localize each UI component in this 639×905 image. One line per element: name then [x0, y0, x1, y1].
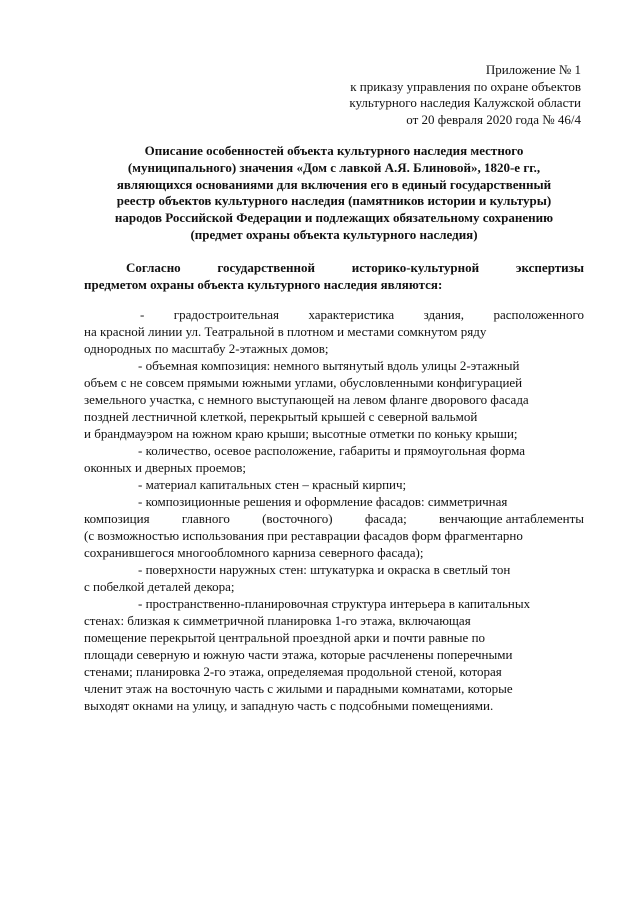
attachment-block — [251, 62, 581, 128]
title-line: являющихся основаниями для включения его в единый государственный — [116, 176, 552, 192]
feature-5-line-3: (с возможностью использования при реставрации фасадов форм фрагментарно — [84, 528, 523, 543]
feature-1-line-2: на красной линии ул. Театральной в плотном и местами сомкнутом ряду — [84, 324, 487, 339]
title-line: Описание особенностей объекта культурного наследия местного — [144, 143, 524, 158]
title-line: реестр объектов культурного наследия (памятников истории и культуры) — [116, 193, 552, 209]
feature-7-line-2: стенах: близкая к симметричной планировка 1-го этажа, включающая — [84, 613, 471, 628]
feature-3-line-1: - количество, осевое расположение, габариты и прямоугольная форма — [138, 443, 525, 458]
intro-line-2: предметом охраны объекта культурного наследия являются: — [84, 277, 443, 292]
feature-7-line-7: выходят окнами на улицу, и западную часть с подсобными помещениями. — [84, 698, 494, 713]
feature-7-line-3: помещение перекрытой центральной проездной арки и почти равные по — [84, 630, 486, 645]
feature-7-line-4: площади северную и южную части этажа, которые расчленены поперечными — [84, 647, 513, 662]
feature-2-line-5: и брандмауэром на южном краю крыши; высотные отметки по коньку крыши; — [84, 426, 518, 441]
feature-1-line-3: однородных по масштабу 2-этажных домов; — [84, 341, 329, 356]
feature-2-line-3: земельного участка, с немного выступающей на левом фланге дворового фасада — [84, 392, 529, 407]
attachment-line-1: Приложение № 1 — [485, 62, 581, 77]
title-line: (предмет охраны объекта культурного наследия) — [190, 226, 478, 242]
document-title — [84, 143, 584, 244]
feature-6-line-2: с побелкой деталей декора; — [84, 579, 235, 594]
feature-6-line-1: - поверхности наружных стен: штукатурка и окраска в светлый тон — [138, 562, 511, 577]
feature-5-line-4: сохранившегося многообломного карниза северного фасада); — [84, 545, 424, 560]
title-line: народов Российской Федерации и подлежащих обязательному сохранению — [114, 210, 554, 226]
intro-line-1: Согласно государственной историко-культурной экспертизы — [126, 260, 584, 275]
feature-4-line-1: - материал капитальных стен – красный кирпич; — [138, 477, 407, 492]
feature-7-line-1: - пространственно-планировочная структура интерьера в капитальных — [138, 596, 531, 611]
features-list — [84, 306, 584, 714]
feature-7-line-6: членит этаж на восточную часть с жилыми и парадными комнатами, которые — [84, 681, 513, 696]
attachment-line-4: от 20 февраля 2020 года № 46/4 — [406, 111, 581, 127]
feature-5-line-2: композиция главного (восточного) фасада; венчающие антаблементы — [84, 511, 584, 526]
feature-2-line-4: поздней лестничной клеткой, перекрытый крышей с северной вальмой — [84, 409, 478, 424]
feature-5-line-1: - композиционные решения и оформление фасадов: симметричная — [138, 494, 508, 509]
intro-paragraph — [84, 259, 584, 293]
attachment-line-3: культурного наследия Калужской области — [349, 95, 581, 110]
feature-3-line-2: оконных и дверных проемов; — [84, 460, 247, 475]
feature-1-line-1: - градостроительная характеристика здания, расположенного — [140, 307, 584, 322]
title-line: (муниципального) значения «Дом с лавкой А.Я. Блиновой», 1820-е гг., — [127, 159, 541, 175]
feature-2-line-1: - объемная композиция: немного вытянутый вдоль улицы 2-этажный — [138, 358, 520, 373]
attachment-line-2: к приказу управления по охране объектов — [350, 78, 581, 94]
feature-7-line-5: стенами; планировка 2-го этажа, определяемая продольной стеной, которая — [84, 664, 502, 679]
feature-2-line-2: объем с не совсем прямыми южными углами, обусловленными конфигурацией — [84, 375, 523, 390]
